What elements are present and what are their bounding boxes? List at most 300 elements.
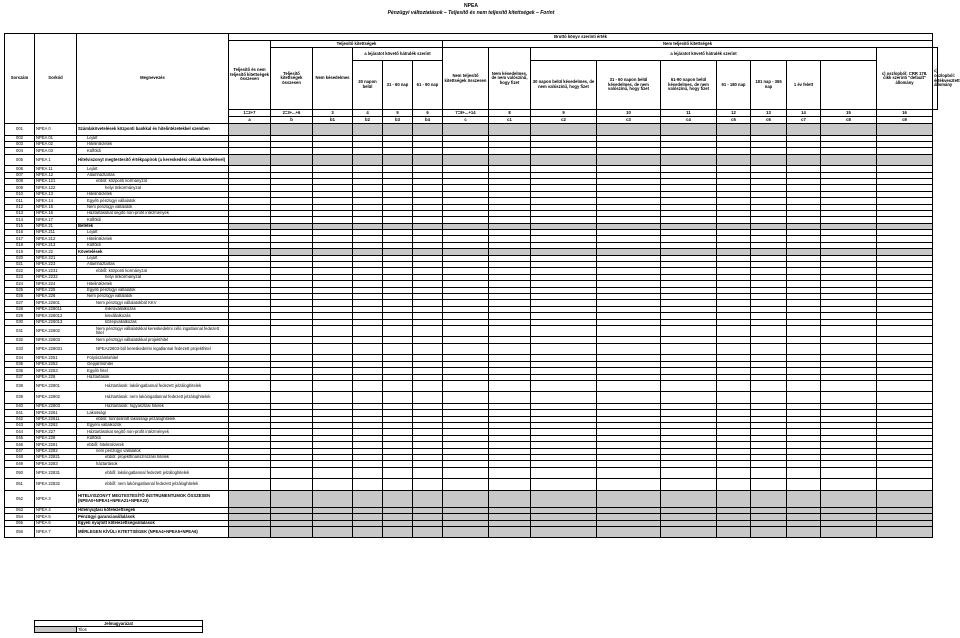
data-cell [597,325,661,337]
col-header-sorkod: Sorkód [35,34,77,124]
row-number: 026 [5,293,35,299]
row-number: 003 [5,141,35,147]
data-cell [413,343,443,355]
col-header-lejarat-telj: a lejáratot követő hátralék szerint [353,48,443,61]
data-cell [353,526,383,538]
col-header-31-60b: 31 - 60 napon belül késedelmes, de nem valószínű, hogy fizet [597,61,661,110]
data-cell [787,124,821,136]
row-number: 034 [5,355,35,361]
legend-table [34,620,203,633]
row-number: 013 [5,210,35,216]
col-header-default: c) oszlopból: CRR 178. cikk szerinti "default" állomány [877,48,933,110]
data-cell [821,392,877,404]
row-code: NPEA 2283 [35,461,77,467]
data-cell [597,380,661,392]
data-cell [661,479,717,491]
row-number: 010 [5,191,35,197]
data-cell [229,392,271,404]
data-cell [531,154,597,166]
row-name: Egyéb pénzügyi vállalatok [77,287,229,293]
legend-swatch [35,627,77,633]
row-code: NPEA 2282 [35,448,77,454]
col-header-30: 30 napon belül [353,61,383,110]
data-cell [383,343,413,355]
data-cell [531,467,597,479]
row-code: NPEA 212 [35,236,77,242]
row-number: 043 [5,423,35,429]
row-code: NPEA 226031 [35,343,77,355]
row-name: Betétek [77,223,229,229]
row-name: Egyéb pénzügyi vállalatok [77,198,229,204]
data-cell [877,490,933,507]
row-code: NPEA 6 [35,520,77,526]
data-cell [229,490,271,507]
row-code: NPEA 122 [35,185,77,191]
formula-cell: 12 [717,110,751,117]
letter-cell: c4 [661,117,717,124]
row-name: nem pénzügyi vállalatok [77,448,229,454]
table-row [5,343,938,355]
data-cell [661,325,717,337]
row-code: NPEA 22803 [35,403,77,409]
table-row [5,325,938,337]
data-cell [597,467,661,479]
data-cell [661,124,717,136]
col-header-ertekvesztett: c) oszlopból: értékvesztett állomány [933,48,938,110]
data-cell [531,479,597,491]
row-code: NPEA 227 [35,429,77,435]
row-code: NPEA 17 [35,217,77,223]
col-header-sorszam: Sorszám [5,34,35,124]
row-name: Háztartások: nem lakóingatlannal fedezett jelzáloghitelek [77,392,229,404]
data-cell [313,380,353,392]
row-name: Folyószámlahitel [77,355,229,361]
row-name: kisvállalkozás [77,313,229,319]
row-code: NPEA 01 [35,135,77,141]
data-cell [271,343,313,355]
data-cell [383,490,413,507]
col-header-megnevezes: Megnevezés [77,34,229,124]
data-cell [787,343,821,355]
row-code: NPEA 224 [35,281,77,287]
data-cell [787,380,821,392]
row-name: Háztartásokat segítő non-profit intézmények [77,429,229,435]
formula-cell: 15 [821,110,877,117]
data-cell [877,343,933,355]
data-cell [229,526,271,538]
data-cell [661,526,717,538]
data-cell [353,392,383,404]
data-cell [229,380,271,392]
data-cell [353,154,383,166]
data-cell [531,380,597,392]
row-name: helyi önkormányzat [77,274,229,280]
data-cell [877,392,933,404]
row-name: Külföldi [77,148,229,154]
table-row [5,467,938,479]
row-code: NPEA 121 [35,178,77,184]
data-cell [717,124,751,136]
row-name: ebből: forintosított lakossági jelzáloghitelek [77,416,229,422]
data-cell [443,154,489,166]
row-number: 056 [5,526,35,538]
data-cell [489,325,531,337]
col-header-1ev: 1 év felett [787,61,821,110]
letter-cell: c5 [717,117,751,124]
form-subtitle: Pénzügyi változtatások – Teljesítő és nem teljesítő kitettségek – Forint [387,10,555,16]
data-cell [489,526,531,538]
table-body [5,33,960,538]
row-code: NPEA 5 [35,514,77,520]
data-cell [489,380,531,392]
row-number: 040 [5,403,35,409]
data-cell [489,392,531,404]
row-number: 038 [5,380,35,392]
letter-cell: c [443,117,489,124]
row-name: Külföldi [77,435,229,441]
row-code: NPEA 22821 [35,455,77,461]
data-cell [661,380,717,392]
row-name: ebből: központi kormányzat [77,268,229,274]
data-cell [413,392,443,404]
row-number: 015 [5,223,35,229]
row-name: Egyéni vállalkozók [77,423,229,429]
row-code: NPEA 4 [35,507,77,513]
table-row [5,479,938,491]
row-code: NPEA 211 [35,230,77,236]
data-cell [751,124,787,136]
data-cell [531,392,597,404]
formula-cell: 8 [489,110,531,117]
col-header-30b: 30 napon belül késedelmes, de nem valószínű, hogy fizet [531,61,597,110]
data-cell [717,154,751,166]
row-name: Gépjárműhitel [77,361,229,367]
row-number: 027 [5,300,35,306]
row-number: 004 [5,148,35,154]
table-row [5,380,938,392]
row-code: NPEA 228 [35,374,77,380]
data-cell [383,325,413,337]
data-cell [443,392,489,404]
data-cell [751,526,787,538]
data-cell [413,490,443,507]
row-number: 046 [5,442,35,448]
row-number: 028 [5,306,35,312]
data-cell [787,526,821,538]
formula-cell: 5 [383,110,413,117]
row-number: 036 [5,368,35,374]
row-code: NPEA 226011 [35,306,77,312]
row-name: Államháztartás [77,262,229,268]
data-cell [313,490,353,507]
data-cell [443,490,489,507]
row-name: Hitelintézetek [77,141,229,147]
row-number: 017 [5,236,35,242]
data-cell [443,343,489,355]
row-code: NPEA 223 [35,262,77,268]
data-cell [229,479,271,491]
data-cell [353,479,383,491]
legend-title: Jelmagyarázat [35,621,203,627]
col-header-nem-teljesito: Nem teljesítő kitettségek [443,41,933,48]
row-name: mikrovállalkozás [77,306,229,312]
data-cell [489,490,531,507]
row-code: NPEA 2252 [35,361,77,367]
row-code: NPEA 0 [35,124,77,136]
data-cell [413,124,443,136]
data-cell [531,490,597,507]
data-cell [353,490,383,507]
row-name: Pénzügyi garanciavállalások [77,514,229,520]
data-cell [877,526,933,538]
row-code: NPEA 16 [35,210,77,216]
row-code: NPEA 14 [35,198,77,204]
row-number: 009 [5,185,35,191]
data-cell [877,467,933,479]
col-header-nt-ossz: Nem teljesítő kitettségek összesen [443,48,489,110]
data-cell [531,343,597,355]
row-number: 037 [5,374,35,380]
data-cell [383,392,413,404]
legend-label: Tilos [77,627,203,633]
letter-cell: a [229,117,271,124]
formula-cell: 14 [787,110,821,117]
data-cell [489,154,531,166]
row-number: 007 [5,172,35,178]
row-number: 005 [5,154,35,166]
formula-cell: 2=3+...+6 [271,110,313,117]
row-number: 001 [5,124,35,136]
row-number: 012 [5,204,35,210]
col-header-telj-ossz: Teljesítő kitettségek összesen [271,48,313,110]
data-cell [877,380,933,392]
data-cell [313,467,353,479]
row-name: HITELVISZONYT MEGTESTESÍTŐ INSTRUMENTUMOK ÖSSZESEN (NPEA0+NPEA1+NPEA21+NPEA22) [77,490,229,507]
data-cell [353,467,383,479]
data-cell [821,490,877,507]
row-number: 011 [5,198,35,204]
row-code: NPEA 22802 [35,392,77,404]
row-code: NPEA 22801 [35,380,77,392]
data-cell [229,124,271,136]
row-code: NPEA 3 [35,490,77,507]
col-header-31-60: 31 - 60 nap [383,61,413,110]
row-name: ebből: hitelintézetek [77,442,229,448]
data-cell [597,124,661,136]
row-code: NPEA 2231 [35,268,77,274]
data-cell [661,343,717,355]
data-cell [877,325,933,337]
data-cell [383,124,413,136]
data-cell [597,479,661,491]
data-cell [821,124,877,136]
data-cell [661,467,717,479]
row-name: Háztartások: lakóingatlannal fedezett jelzáloghitelek [77,380,229,392]
table-row [5,392,938,404]
data-cell [271,479,313,491]
formula-cell: 1=2+7 [229,110,271,117]
data-cell [353,325,383,337]
row-name: ebből: lakóingatlannal fedezett jelzáloghitelek [77,467,229,479]
row-number: 018 [5,242,35,248]
data-cell [717,380,751,392]
row-number: 006 [5,166,35,172]
data-cell [751,325,787,337]
formula-cell: 13 [751,110,787,117]
data-cell [751,392,787,404]
data-cell [751,343,787,355]
table-row [5,526,938,538]
col-header-osszes: Teljesítő és nem teljesítő kitettségek összesen [229,41,271,110]
data-cell [271,380,313,392]
row-number: 050 [5,467,35,479]
row-code: NPEA 22832 [35,479,77,491]
data-cell [717,325,751,337]
data-cell [877,124,933,136]
row-name: MÉRLEGEN KÍVÜLI KITETTSÉGEK (NPEA4+NPEA5+NPEA6) [77,526,229,538]
data-cell [413,380,443,392]
row-code: NPEA 213 [35,242,77,248]
row-number: 029 [5,313,35,319]
data-cell [383,380,413,392]
formula-cell: 3 [313,110,353,117]
letter-cell: b2 [353,117,383,124]
data-cell [271,392,313,404]
row-code: NPEA 226012 [35,313,77,319]
col-header-brutto: Bruttó könyv szerinti érték [229,34,933,41]
data-cell [597,490,661,507]
data-cell [489,124,531,136]
row-code: NPEA 2251 [35,355,77,361]
row-code: NPEA 2281 [35,442,77,448]
row-number: 025 [5,287,35,293]
formula-cell: 16 [877,110,933,117]
row-code: NPEA 22 [35,249,77,255]
data-cell [717,479,751,491]
data-cell [271,154,313,166]
data-cell [271,490,313,507]
row-number: 008 [5,178,35,184]
row-name: Hitelintézetek [77,281,229,287]
data-cell [443,479,489,491]
row-name: ebből: projektfinanszírozási hitelek [77,455,229,461]
letter-cell: c3 [597,117,661,124]
formula-cell: 6 [413,110,443,117]
data-cell [751,479,787,491]
data-cell [787,392,821,404]
table-row [5,124,938,136]
row-name: Külföldi [77,217,229,223]
data-cell [877,479,933,491]
data-cell [353,380,383,392]
formula-cell: 11 [661,110,717,117]
data-cell [313,392,353,404]
row-name: Nem pénzügyi vállalatokkal kereskedelmi célú ingatlannal fedezett hitel [77,325,229,337]
formula-cell: 9 [531,110,597,117]
row-code: NPEA 2253 [35,368,77,374]
col-header-91-180: 91 - 180 nap [717,61,751,110]
data-cell [597,154,661,166]
formula-cell: 10 [597,110,661,117]
formula-cell: 4 [353,110,383,117]
letter-cell: b [271,117,313,124]
row-code: NPEA 22602 [35,325,77,337]
data-cell [877,154,933,166]
data-cell [413,526,443,538]
row-number: 032 [5,337,35,343]
data-cell [313,154,353,166]
data-cell [787,325,821,337]
row-code: NPEA 221 [35,255,77,261]
row-number: 014 [5,217,35,223]
row-number: 055 [5,520,35,526]
table-row [5,154,938,166]
row-number: 054 [5,514,35,520]
data-cell [787,467,821,479]
data-cell [443,325,489,337]
col-header-lejarat-nt: a lejáratot követő hátralék szerint [531,48,877,61]
row-number: 039 [5,392,35,404]
row-code: NPEA 7 [35,526,77,538]
letter-cell: b4 [413,117,443,124]
row-number: 049 [5,461,35,467]
data-cell [717,467,751,479]
row-code: NPEA 226013 [35,319,77,325]
data-cell [443,124,489,136]
data-cell [229,154,271,166]
col-header-teljesito: Teljesítő kitettségek [271,41,443,48]
data-cell [717,343,751,355]
data-cell [531,124,597,136]
row-name: ebből: központi kormányzat [77,178,229,184]
row-code: NPEA 02 [35,141,77,147]
row-name: Nem pénzügyi vállalatokkal projekthitel [77,337,229,343]
data-cell [751,467,787,479]
row-number: 030 [5,319,35,325]
data-cell [787,490,821,507]
row-name: Számlakövetelések központi bankkal és hitelintézetekkel szemben [77,124,229,136]
data-cell [443,380,489,392]
row-number: 024 [5,281,35,287]
row-code: NPEA 13 [35,191,77,197]
row-name: Hitelnyújtási kötelezettségek [77,507,229,513]
data-cell [821,325,877,337]
row-name: Nem pénzügyi vállalatokból KKV [77,300,229,306]
row-name: Lejárt [77,230,229,236]
data-cell [413,325,443,337]
row-name: Nem pénzügyi vállalatok [77,293,229,299]
row-number: 047 [5,448,35,454]
data-cell [489,343,531,355]
row-code: NPEA 03 [35,148,77,154]
row-code: NPEA 2262 [35,423,77,429]
data-cell [313,343,353,355]
row-code: NPEA 225 [35,287,77,293]
data-cell [661,154,717,166]
data-cell [489,467,531,479]
row-number: 021 [5,262,35,268]
row-name: Követelések [77,249,229,255]
row-code: NPEA 21 [35,223,77,229]
row-name: Lejárt [77,255,229,261]
col-header-61-90b: 61-90 napon belül késedelmes, de nem valószínű, hogy fizet [661,61,717,110]
row-code: NPEA 22603 [35,337,77,343]
data-cell [717,490,751,507]
data-cell [383,467,413,479]
row-name: Háztartásokat segítő non-profit intézmények [77,210,229,216]
row-name: háztartások [77,461,229,467]
row-number: 016 [5,230,35,236]
